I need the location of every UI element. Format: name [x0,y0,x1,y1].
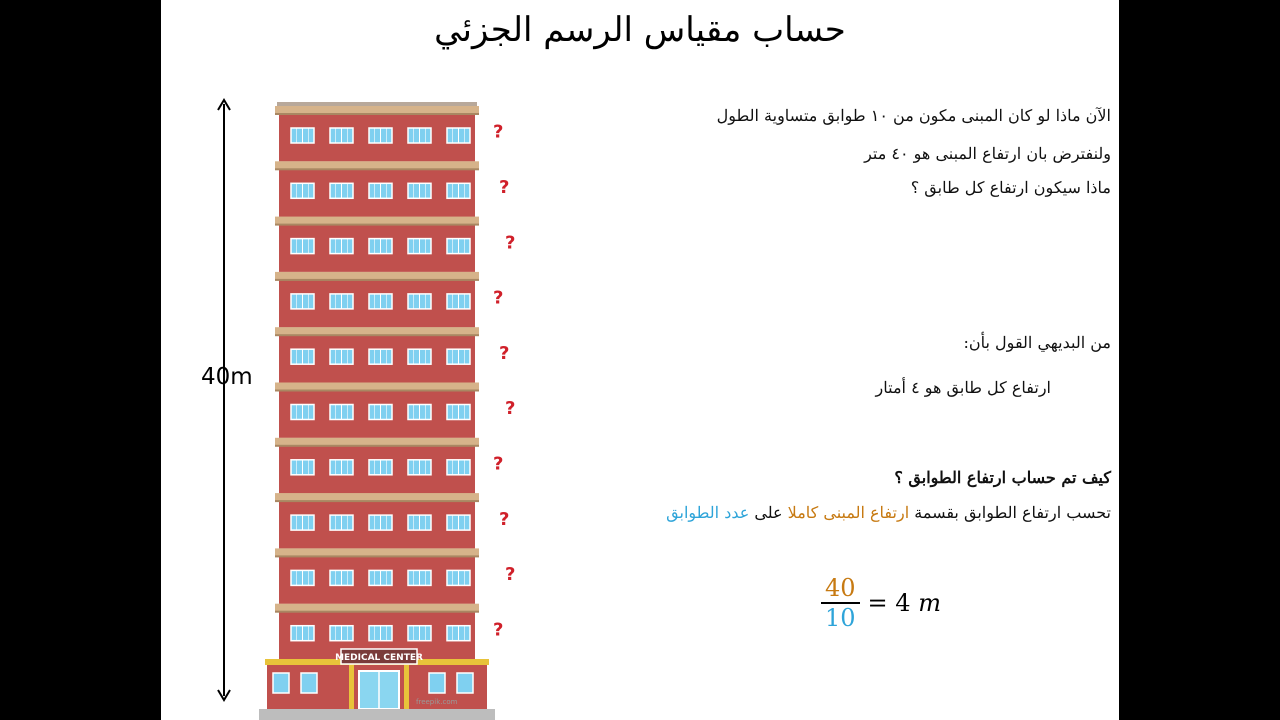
text-line-obvious: من البديهي القول بأن: [963,333,1111,352]
floor-marker: ? [493,619,504,641]
text-line-how: كيف تم حساب ارتفاع الطوابق ؟ [894,468,1111,487]
floor-ledge [275,106,479,114]
floor-ledge-shadow [275,279,479,281]
floor-ledge [275,217,479,225]
floor-ledge-shadow [275,224,479,226]
floor-ledge [275,604,479,612]
floor-ledge-shadow [275,445,479,447]
floor-ledge [275,548,479,556]
text-line-floors: الآن ماذا لو كان المبنى مكون من ١٠ طوابق متساوية الطول [716,106,1111,125]
entrance-pillar [349,665,354,709]
slide-title: حساب مقياس الرسم الجزئي [434,10,846,50]
floor-ledge-shadow [275,113,479,115]
explanation-part1: تحسب ارتفاع الطوابق بقسمة [914,503,1111,522]
floor-ledge [275,493,479,501]
floor-ledge-shadow [275,611,479,613]
floor-ledge-shadow [275,500,479,502]
floor-ledge [275,383,479,391]
floor-ledge [275,161,479,169]
floor-marker: ? [493,453,504,475]
fraction [821,574,860,632]
text-line-explanation [666,503,1111,522]
ground-window [457,673,473,693]
floor-marker: ? [493,287,504,309]
entrance-pillar [404,665,409,709]
floor-marker: ? [505,564,516,586]
fraction-denominator: 10 [821,602,860,632]
floor-ledge-shadow [275,334,479,336]
text-line-height: ولنفترض بان ارتفاع المبنى هو ٤٠ متر [864,144,1111,163]
building-illustration [251,96,611,720]
floor-marker: ? [499,342,510,364]
ground-window [429,673,445,693]
explanation-highlight-height: ارتفاع المبنى كاملا [787,503,910,522]
sign-text: MEDICAL CENTER [335,653,423,663]
slide [161,0,1119,720]
ground-window [301,673,317,693]
floor-ledge [275,327,479,335]
text-line-answer: ارتفاع كل طابق هو ٤ أمتار [875,378,1051,397]
floor-marker: ? [505,232,516,254]
floor-marker: ? [505,398,516,420]
text-line-question: ماذا سيكون ارتفاع كل طابق ؟ [910,178,1111,197]
formula-unit: m [918,589,941,617]
floor-ledge-shadow [275,168,479,170]
formula [821,574,941,632]
floor-ledge [275,272,479,280]
watermark: freepik.com [416,698,458,706]
height-label: 40m [201,364,253,390]
floor-ledge-shadow [275,390,479,392]
floor-marker: ? [499,508,510,530]
ground-window [273,673,289,693]
floor-marker: ? [493,121,504,143]
roof-cap [277,102,477,106]
formula-result [868,589,941,617]
floor-marker: ? [499,176,510,198]
explanation-part2: على [754,503,783,522]
fraction-numerator: 40 [825,574,856,602]
explanation-highlight-floors: عدد الطوابق [666,503,750,522]
floor-ledge [275,438,479,446]
formula-result-value: = 4 [867,589,911,617]
floor-ledge-shadow [275,555,479,557]
height-arrow [213,96,237,706]
sidewalk [259,709,495,720]
